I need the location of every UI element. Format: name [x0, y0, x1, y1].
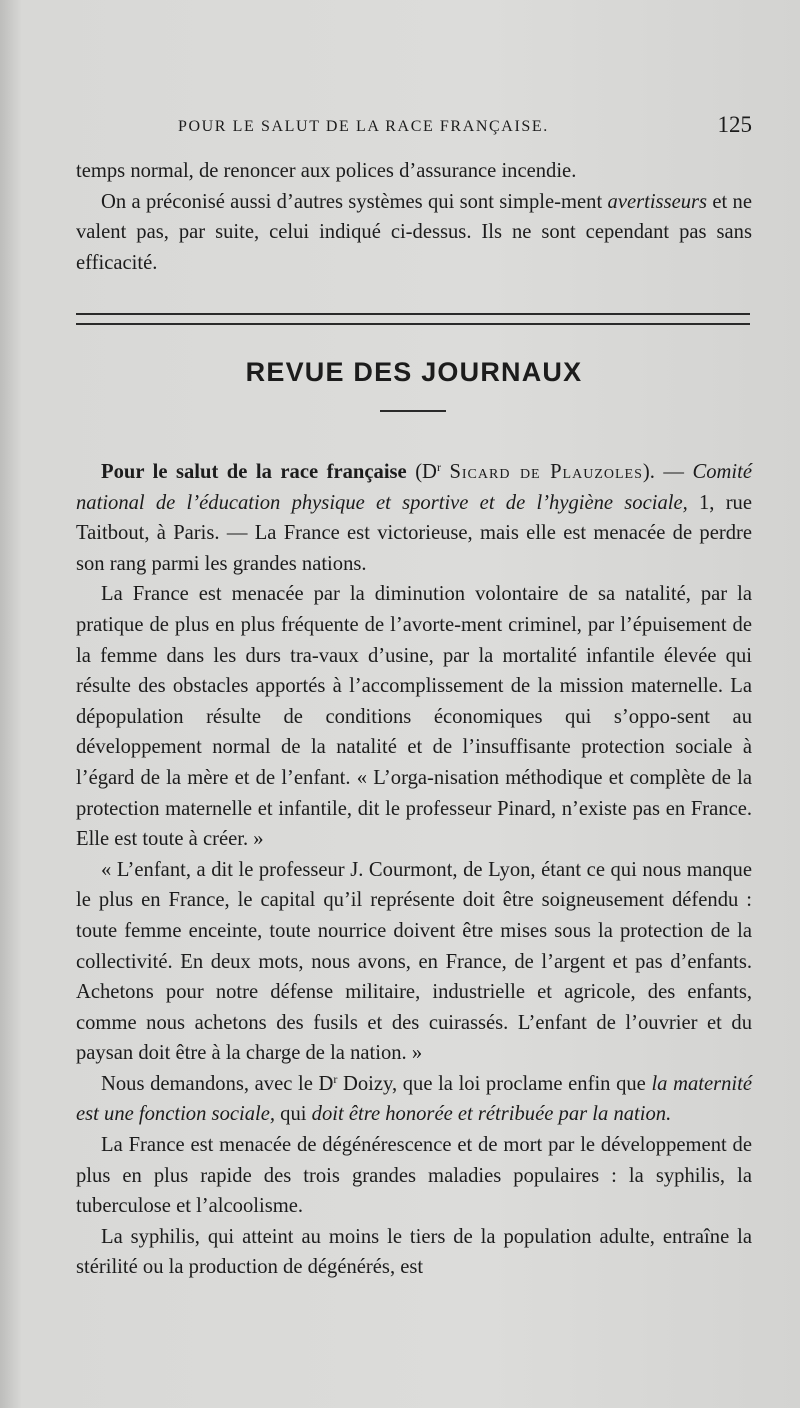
section-title: REVUE DES JOURNAUX	[245, 357, 583, 387]
review-lead-title: Pour le salut de la race française	[101, 461, 407, 483]
review-paragraph-6: La syphilis, qui atteint au moins le tiers de la population adulte, entraîne la stérilité ou la production de dégénérés, est	[76, 1225, 752, 1279]
review-paragraph-2: La France est menacée par la diminution volontaire de sa natalité, par la pratique de plus en plus fréquente de l’avorte-ment criminel, par l’épuisement de la femme dans les durs tra-vaux d’usine, par la mortalité infantile élevée qui résulte des obstacles apportés à l’accomplissement de la mission maternelle. La dépopulation résulte de conditions économiques qui s’oppo-sent au développement normal de la natalité et de l’insuffisante protection sociale à l’égard de la mère et de l’enfant. « L’orga-nisation méthodique et complète de la protection maternelle et infantile, dit le professeur Pinard, n’existe pas en France. Elle est toute à créer. »	[76, 583, 752, 851]
review-publisher: Comité national de l’éducation physique et sportive et de l’hygiène sociale,	[76, 461, 752, 514]
review-paragraph-4: Nous demandons, avec le $D^r$ Doizy, que la loi proclame enfin que la maternité est une fonction sociale, qui doit être honorée et rétribuée par la nation.	[76, 1071, 752, 1126]
double-rule-divider	[76, 313, 750, 325]
review-paragraph-5: La France est menacée de dégénérescence et de mort par le développement de plus en plus rapide des trois grandes maladies populaires : la syphilis, la tuberculose et l’alcoolisme.	[76, 1134, 752, 1218]
intro-text	[76, 156, 752, 278]
intro-paragraph-1: temps normal, de renoncer aux polices d’assurance incendie.	[76, 160, 577, 182]
running-title: POUR LE SALUT DE LA RACE FRANÇAISE.	[178, 118, 549, 135]
intro-paragraph-2: On a préconisé aussi d’autres systèmes qui sont simple-ment avertisseurs et ne valent pas, par suite, celui indiqué ci-dessus. Ils ne sont cependant pas sans efficacité.	[76, 190, 752, 274]
page-number: 125	[717, 112, 752, 137]
short-rule-divider	[380, 410, 446, 412]
review-paragraph-3: « L’enfant, a dit le professeur J. Courmont, de Lyon, étant ce qui nous manque le plus en France, le capital qu’il représente doit être soigneusement défendu : toute femme enceinte, toute nourrice doivent être mises sous la protection de la collectivité. En deux mots, nous avons, en France, de l’argent et pas d’enfants. Achetons pour notre défense militaire, industrielle et agricole, des enfants, comme nous achetons des fusils et des cuirassés. L’enfant de l’ouvrier et du paysan doit être à la charge de la nation. »	[76, 858, 752, 1065]
review-author: Sicard de Plauzoles	[449, 461, 643, 483]
review-paragraph-1: Pour le salut de la race française ($D^r$ Sicard de Plauzoles). — Comité national de l’éducation physique et sportive et de l’hygiène sociale, 1, rue Taitbout, à Paris. — La France est victorieuse, mais elle est menacée de perdre son rang parmi les grandes nations.	[76, 460, 752, 575]
italic-term: avertisseurs	[607, 190, 708, 213]
running-head	[178, 112, 752, 142]
review-text	[76, 457, 752, 1283]
